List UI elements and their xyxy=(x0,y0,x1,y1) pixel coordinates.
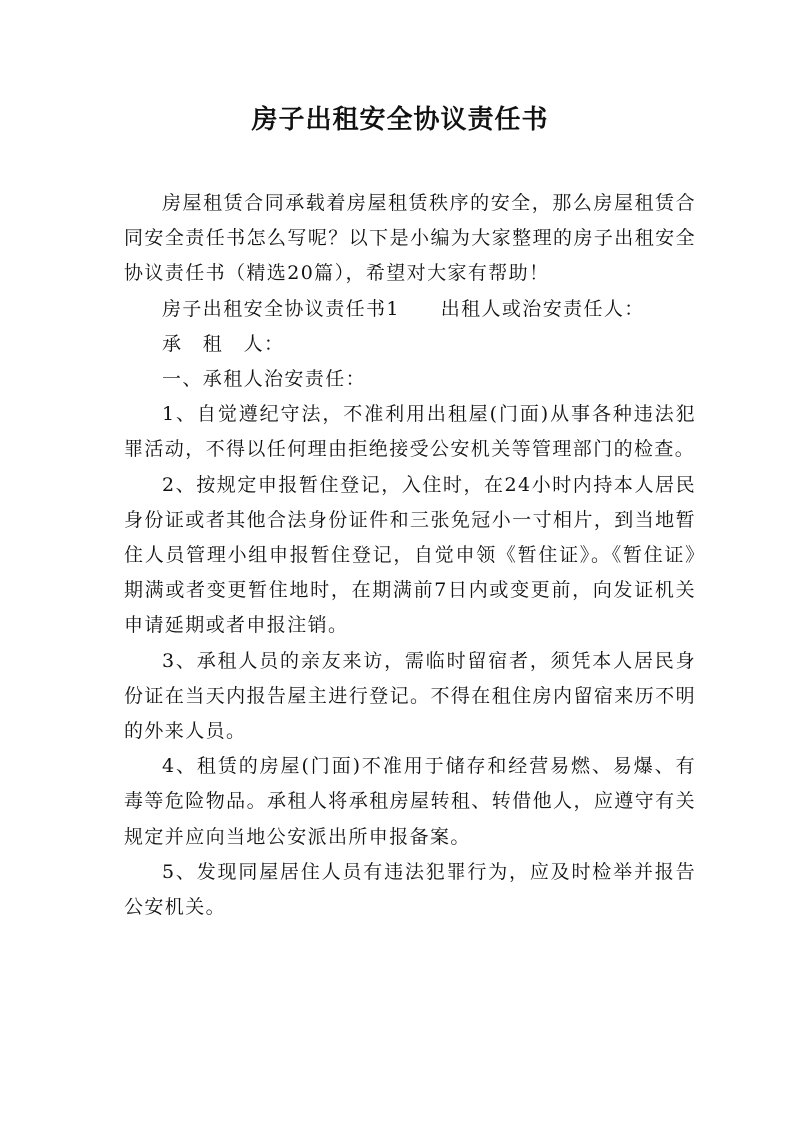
clause-1: 1、自觉遵纪守法，不准利用出租屋(门面)从事各种违法犯罪活动，不得以任何理由拒绝接受公安机关等管理部门的检查。 xyxy=(124,403,696,461)
clause-4: 4、租赁的房屋(门面)不准用于储存和经营易燃、易爆、有毒等危险物品。承租人将承租房屋转租、转借他人，应遵守有关规定并应向当地公安派出所申报备案。 xyxy=(124,755,696,848)
section-heading-lessee-duties: 一、承租人治安责任： xyxy=(162,368,367,391)
document-title: 房子出租安全协议责任书 xyxy=(251,105,549,135)
section-heading-lessor: 房子出租安全协议责任书1 出租人或治安责任人： xyxy=(162,297,645,320)
clause-2: 2、按规定申报暂住登记，入住时，在24小时内持本人居民身份证或者其他合法身份证件和三张免冠小一寸相片，到当地暂住人员管理小组申报暂住登记，自觉申领《暂住证》。《暂住证》期满或者变更暂住地时，在期满前7日内或变更前，向发证机关申请延期或者申报注销。 xyxy=(124,473,696,637)
clause-3: 3、承租人员的亲友来访，需临时留宿者，须凭本人居民身份证在当天内报告屋主进行登记。不得在租住房内留宿来历不明的外来人员。 xyxy=(124,649,696,743)
lessee-label: 承 租 人： xyxy=(162,332,285,355)
intro-paragraph: 房屋租赁合同承载着房屋租赁秩序的安全，那么房屋租赁合同安全责任书怎么写呢？以下是小编为大家整理的房子出租安全协议责任书（精选20篇），希望对大家有帮助！ xyxy=(124,192,696,285)
document-body xyxy=(124,186,696,925)
clause-5: 5、发现同屋居住人员有违法犯罪行为，应及时检举并报告公安机关。 xyxy=(124,860,696,919)
